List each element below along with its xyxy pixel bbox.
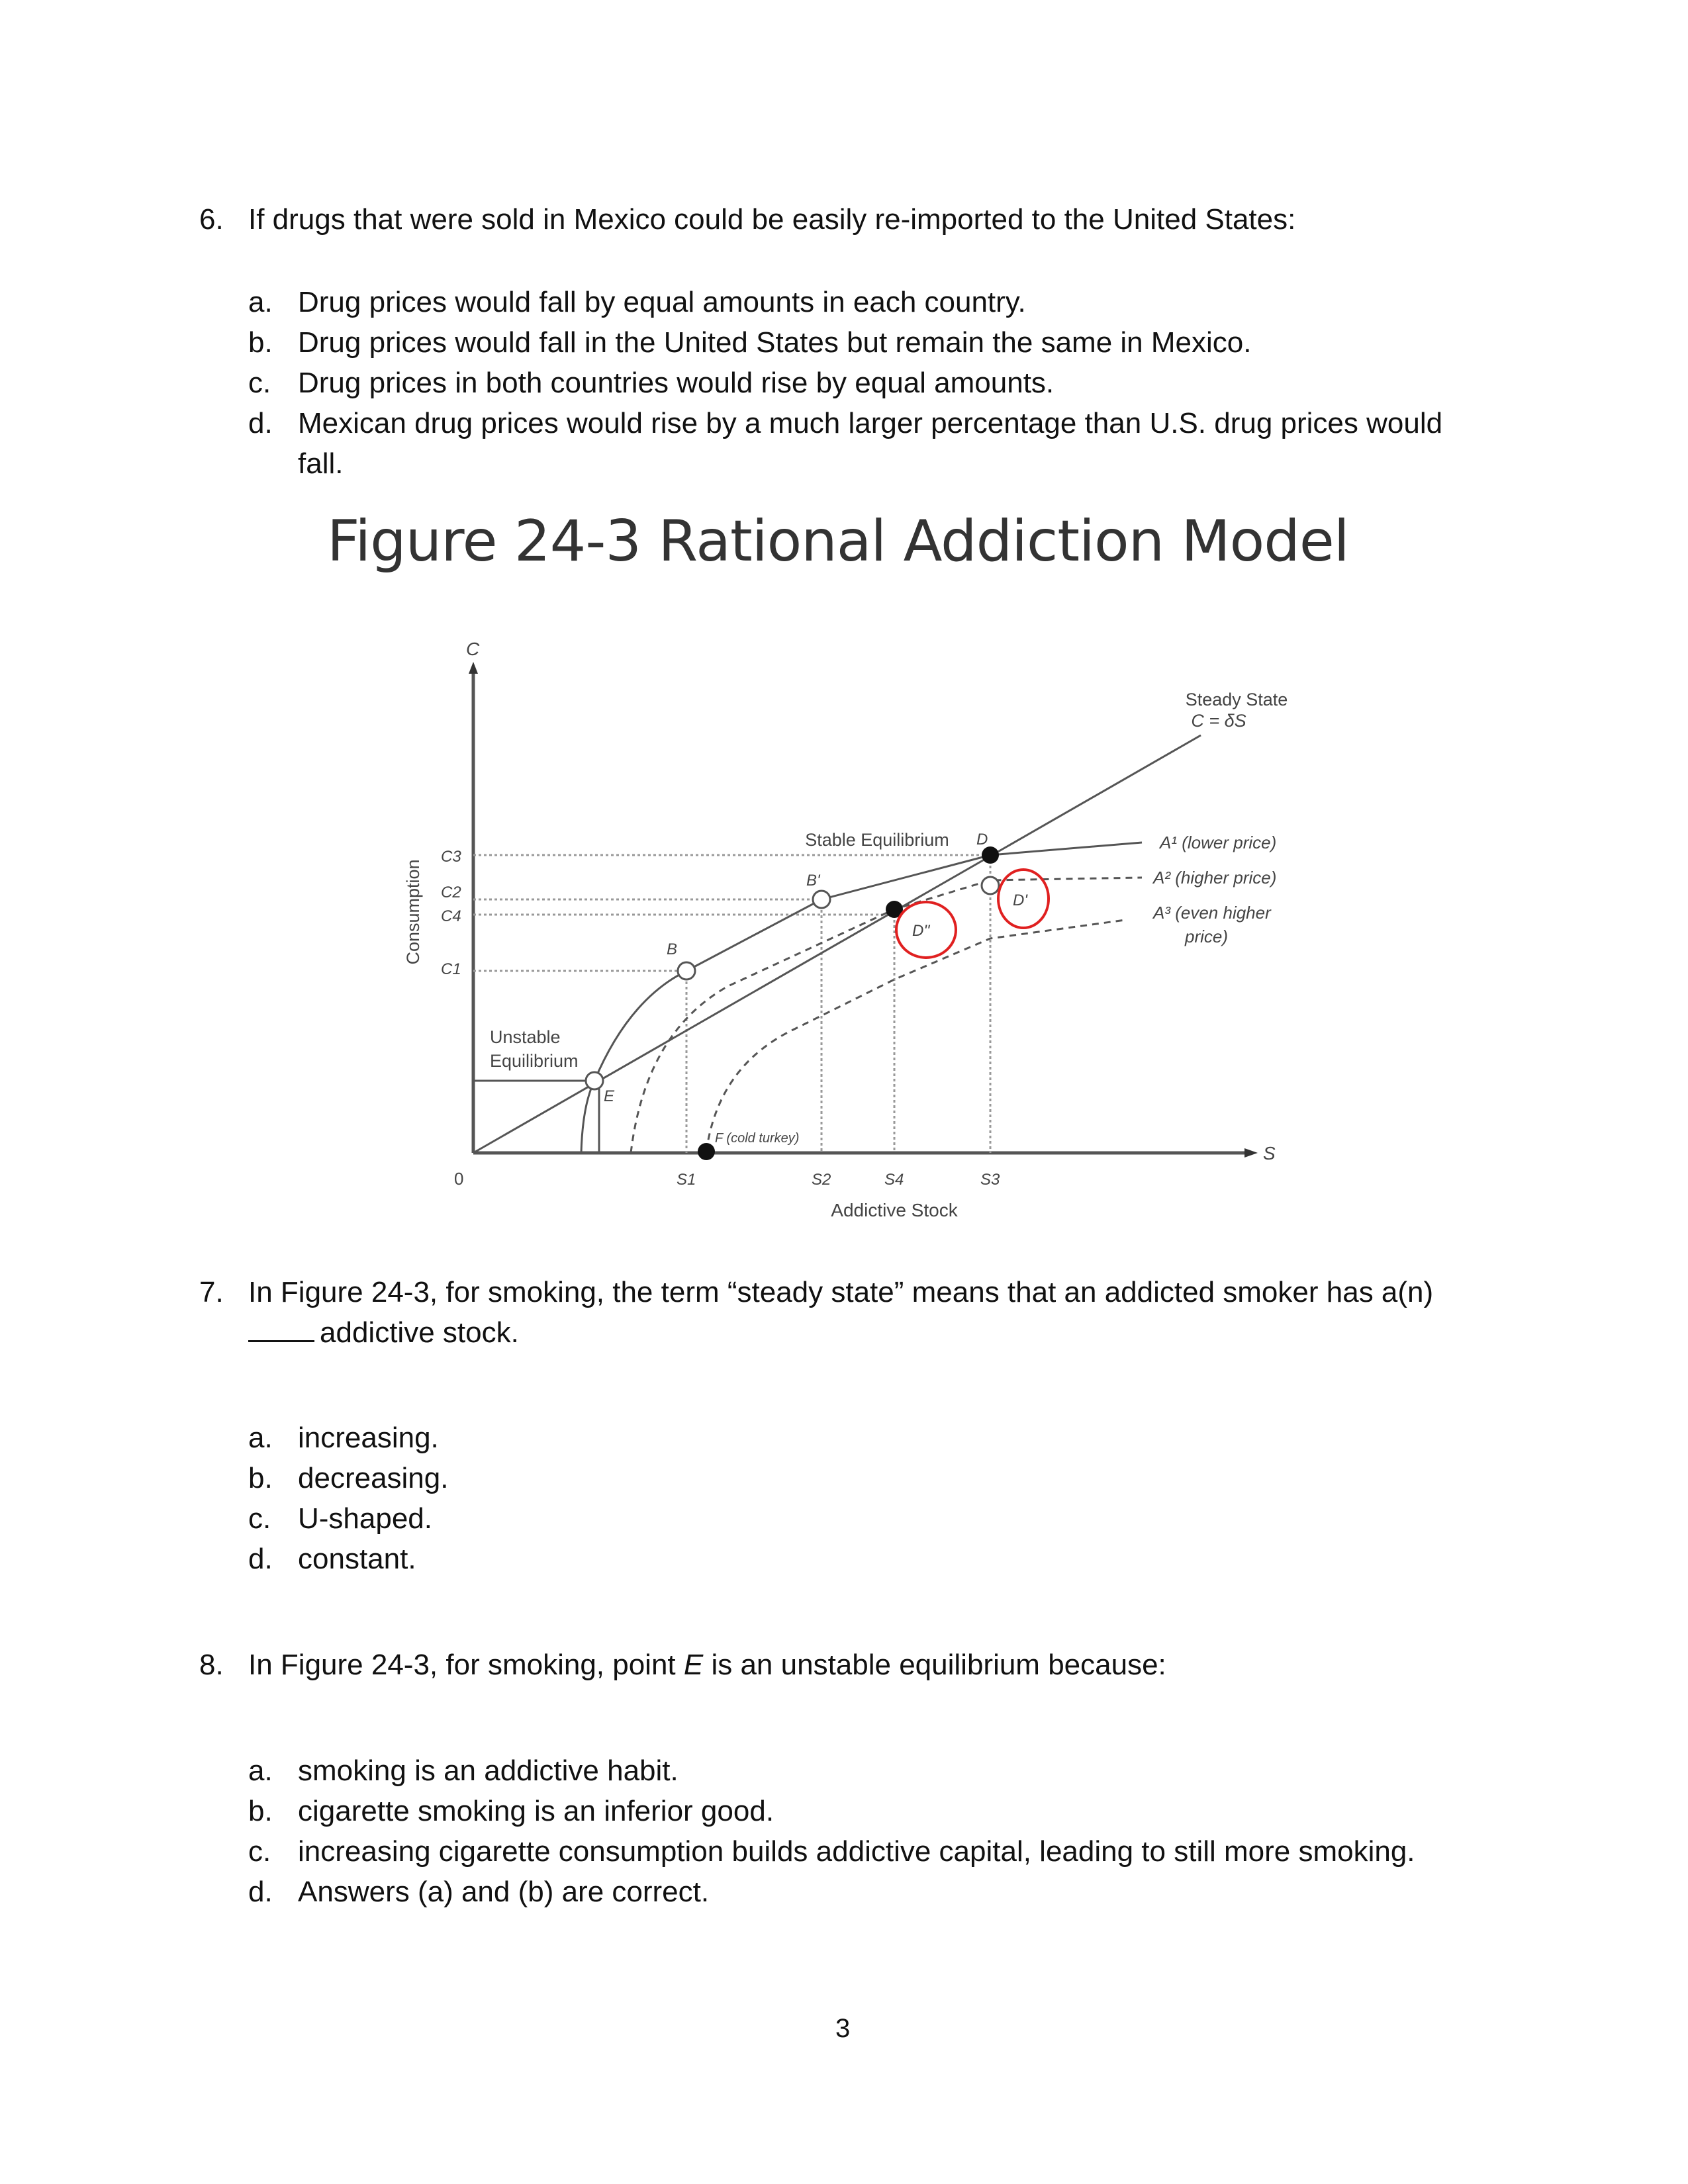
q6-b-letter: b. [248, 326, 273, 359]
q6-a-text: Drug prices would fall by equal amounts in each country. [298, 286, 1026, 318]
q7-c-text: U-shaped. [298, 1502, 433, 1535]
tick-s2: S2 [812, 1171, 831, 1189]
label-d-prime: D' [1013, 891, 1027, 909]
label-a3-1: A³ (even higher [1153, 903, 1271, 923]
origin-label: 0 [454, 1169, 464, 1189]
q6-c-letter: c. [248, 367, 271, 399]
x-axis-letter: S [1263, 1143, 1276, 1163]
label-e: E [604, 1087, 615, 1105]
label-d-double-prime: D'' [912, 922, 930, 940]
label-f-cold-turkey: F (cold turkey) [715, 1131, 800, 1146]
point-b [678, 962, 695, 979]
label-b: B [667, 940, 678, 958]
q6-d-text: Mexican drug prices would rise by a much larger percentage than U.S. drug prices would [298, 407, 1443, 439]
y-axis-label: Consumption [403, 859, 423, 965]
label-a3-2: price) [1185, 927, 1229, 946]
q8-number: 8. [199, 1649, 224, 1681]
q6-a-letter: a. [248, 286, 273, 318]
steady-state-line [473, 735, 1201, 1153]
q7-c-letter: c. [248, 1502, 271, 1535]
q7-b-text: decreasing. [298, 1462, 449, 1494]
a2-curve [631, 878, 1142, 1153]
point-f [698, 1143, 715, 1160]
point-d [982, 846, 999, 864]
q7-a-text: increasing. [298, 1422, 439, 1454]
tick-s4: S4 [884, 1171, 904, 1189]
label-a2: A² (higher price) [1153, 868, 1277, 887]
q8-d-text: Answers (a) and (b) are correct. [298, 1876, 710, 1908]
tick-s1: S1 [677, 1171, 696, 1189]
q6-c-text: Drug prices in both countries would rise by equal amounts. [298, 367, 1055, 399]
q8-d-letter: d. [248, 1876, 273, 1908]
q6-d-text-cont: fall. [298, 447, 344, 480]
q7-d-letter: d. [248, 1543, 273, 1575]
q8-text-point: E [683, 1649, 704, 1681]
tick-s3: S3 [980, 1171, 1000, 1189]
unstable-equilibrium-label-1: Unstable [490, 1027, 561, 1047]
q7-b-letter: b. [248, 1462, 273, 1494]
q8-c-text: increasing cigarette consumption builds addictive capital, leading to still more smoking. [298, 1835, 1415, 1868]
y-axis-arrow [469, 662, 478, 674]
q8-text [248, 1648, 1166, 1682]
label-d: D [976, 831, 988, 848]
q6-b-text: Drug prices would fall in the United States but remain the same in Mexico. [298, 326, 1252, 359]
point-e [586, 1072, 603, 1089]
tick-c4: C4 [441, 907, 461, 925]
x-axis-arrow [1244, 1148, 1258, 1158]
answer-blank [248, 1318, 314, 1342]
q7-text-cont: addictive stock. [320, 1316, 519, 1349]
a1-lower-branch [581, 1081, 594, 1153]
q8-text-post: is an unstable equilibrium because: [703, 1649, 1166, 1681]
figure-title: Figure 24-3 Rational Addiction Model [327, 508, 1349, 574]
q7-a-letter: a. [248, 1422, 273, 1454]
unstable-equilibrium-label-2: Equilibrium [490, 1051, 579, 1071]
tick-c1: C1 [441, 960, 461, 978]
q7-text-cont-line [248, 1316, 519, 1350]
y-axis-letter: C [466, 639, 480, 659]
q7-number: 7. [199, 1276, 224, 1308]
point-b-prime [813, 891, 830, 908]
tick-c2: C2 [441, 884, 461, 901]
q6-text: If drugs that were sold in Mexico could be easily re-imported to the United States: [248, 203, 1296, 236]
q8-text-pre: In Figure 24-3, for smoking, point [248, 1649, 684, 1681]
q6-d-letter: d. [248, 407, 273, 439]
q8-a-letter: a. [248, 1754, 273, 1787]
steady-state-equation: C = δS [1191, 711, 1246, 731]
q8-b-text: cigarette smoking is an inferior good. [298, 1795, 774, 1827]
q7-d-text: constant. [298, 1543, 416, 1575]
page-number: 3 [835, 2014, 851, 2043]
q8-b-letter: b. [248, 1795, 273, 1827]
label-b-prime: B' [806, 872, 820, 889]
label-a1: A¹ (lower price) [1160, 833, 1277, 852]
q6-number: 6. [199, 203, 224, 236]
steady-state-label: Steady State [1185, 690, 1288, 709]
tick-c3: C3 [441, 848, 461, 866]
q7-text: In Figure 24-3, for smoking, the term “steady state” means that an addicted smoker has a(n) [248, 1276, 1434, 1308]
point-d-prime [982, 877, 999, 894]
q8-a-text: smoking is an addictive habit. [298, 1754, 679, 1787]
stable-equilibrium-label: Stable Equilibrium [805, 830, 949, 850]
q8-c-letter: c. [248, 1835, 271, 1868]
x-axis-label: Addictive Stock [831, 1200, 958, 1220]
